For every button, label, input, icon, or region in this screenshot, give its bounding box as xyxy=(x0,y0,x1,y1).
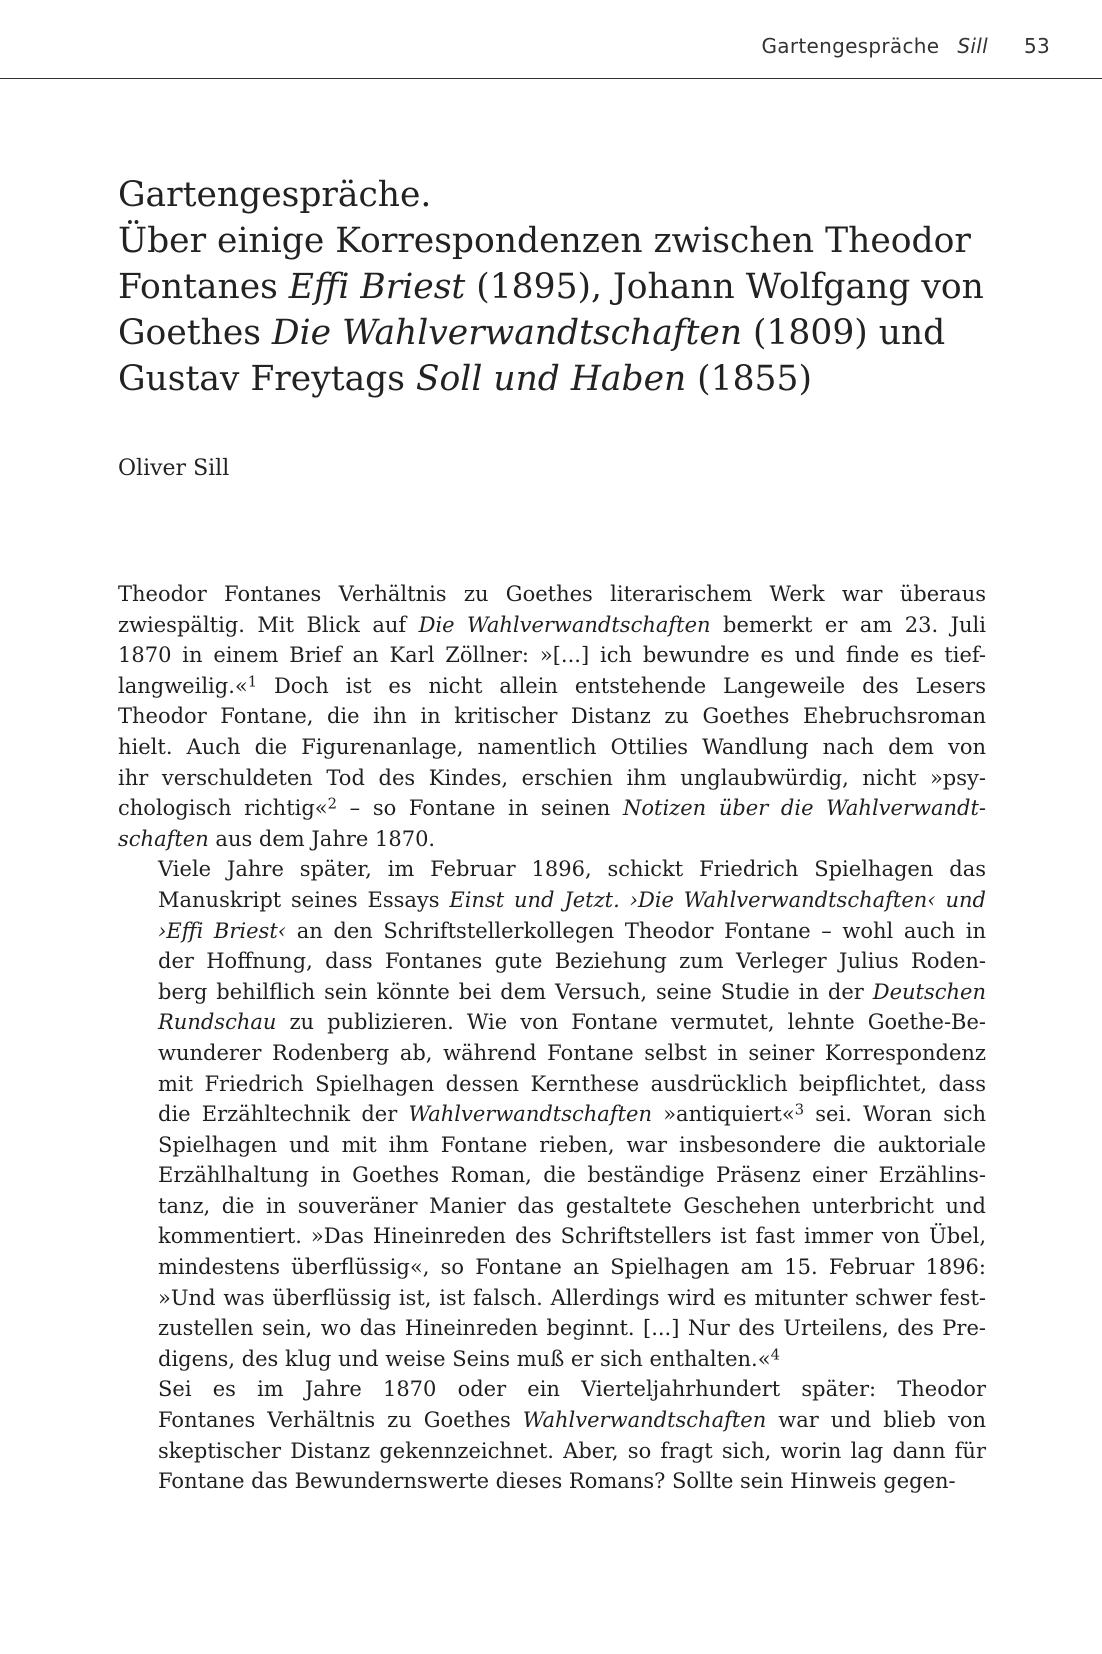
italic-title: schaften xyxy=(118,826,209,851)
text-line xyxy=(118,1405,986,1436)
paragraph-1 xyxy=(118,579,986,854)
text-segment: chologisch richtig« xyxy=(118,796,328,821)
italic-title: Die Wahlverwandtschaften xyxy=(418,612,711,637)
text-line xyxy=(118,793,986,824)
text-segment: bemerkt er am 23. Juli xyxy=(710,612,986,637)
text-line xyxy=(118,671,986,702)
text-line: ihr verschuldeten Tod des Kindes, erschien ihm unglaubwürdig, nicht »psy- xyxy=(118,765,986,790)
text-segment: »antiquiert« xyxy=(651,1102,795,1127)
text-segment: an den Schriftstellerkollegen Theodor Fontane – wohl auch in xyxy=(286,918,986,943)
text-line: Sei es im Jahre 1870 oder ein Vierteljahrhundert später: Theodor xyxy=(158,1377,986,1402)
text-line: Erzählhaltung in Goethes Roman, die beständige Präsenz einer Erzählins- xyxy=(158,1163,986,1188)
italic-title: ›Effi Briest‹ xyxy=(158,918,287,943)
text-line: kommentiert. »Das Hineinreden des Schriftstellers ist fast immer von Übel, xyxy=(158,1224,986,1249)
footnote-ref: 1 xyxy=(247,673,258,691)
text-line: mindestens überflüssig«, so Fontane an Spielhagen am 15. Februar 1896: xyxy=(158,1255,986,1280)
running-head xyxy=(761,34,1050,58)
text-line: der Hoffnung, dass Fontanes gute Beziehung zum Verleger Julius Roden- xyxy=(158,949,986,974)
text-segment: zwiespältig. Mit Blick auf xyxy=(118,612,419,637)
header-rule xyxy=(0,78,1102,79)
text-line xyxy=(118,977,986,1008)
text-line: hielt. Auch die Figurenanlage, namentlich Ottilies Wandlung nach dem von xyxy=(118,734,986,759)
title-line: Gustav Freytags Soll und Haben (1855) xyxy=(118,359,812,399)
italic-title: Notizen über die Wahlverwandt- xyxy=(622,796,986,821)
text-line xyxy=(118,1344,986,1375)
text-line: zustellen sein, wo das Hineinreden beginnt. [...] Nur des Urteilens, des Pre- xyxy=(158,1316,986,1341)
text-segment: sei. Woran sich xyxy=(804,1102,986,1127)
italic-title: Wahlverwandtschaften xyxy=(408,1102,652,1127)
text-segment: war und blieb von xyxy=(766,1408,986,1433)
running-head-author: Sill xyxy=(957,34,988,58)
text-line: skeptischer Distanz gekennzeichnet. Aber, so fragt sich, worin lag dann für xyxy=(158,1438,986,1463)
title-line: Goethes Die Wahlverwandtschaften (1809) und xyxy=(118,313,946,353)
text-line xyxy=(118,1099,986,1130)
text-segment: Doch ist es nicht allein entstehende Langeweile des Lesers xyxy=(257,673,986,698)
footnote-ref: 2 xyxy=(327,795,338,813)
italic-title: Rundschau xyxy=(158,1010,277,1035)
title-line: Fontanes Effi Briest (1895), Johann Wolfgang von xyxy=(118,267,984,307)
text-line: Theodor Fontane, die ihn in kritischer Distanz zu Goethes Ehebruchsroman xyxy=(118,704,986,729)
text-segment: langweilig.« xyxy=(118,673,248,698)
text-line: 1870 in einem Brief an Karl Zöllner: »[...] ich bewundre es und finde es tief- xyxy=(118,643,986,668)
text-line xyxy=(118,824,986,855)
text-line: mit Friedrich Spielhagen dessen Kernthese ausdrücklich beipflichtet, dass xyxy=(158,1071,986,1096)
text-line: Theodor Fontanes Verhältnis zu Goethes literarischem Werk war überaus xyxy=(118,582,986,606)
paragraph-3 xyxy=(118,1374,986,1496)
italic-title: Deutschen xyxy=(872,979,986,1004)
text-segment: aus dem Jahre 1870. xyxy=(208,826,436,851)
article-title xyxy=(118,172,1018,402)
running-head-title: Gartengespräche xyxy=(761,34,940,58)
text-line xyxy=(118,916,986,947)
text-line: Fontane das Bewundernswerte dieses Romans? Sollte sein Hinweis gegen- xyxy=(158,1469,956,1494)
text-segment: Manuskript seines Essays xyxy=(158,887,450,912)
text-line xyxy=(118,610,986,641)
title-line: Über einige Korrespondenzen zwischen Theodor xyxy=(118,221,971,261)
text-line xyxy=(118,1007,986,1038)
footnote-ref: 4 xyxy=(770,1346,780,1364)
footnote-ref: 3 xyxy=(794,1101,805,1119)
text-line: »Und was überflüssig ist, ist falsch. Allerdings wird es mitunter schwer fest- xyxy=(158,1285,986,1310)
text-segment: digens, des klug und weise Seins muß er sich enthalten.« xyxy=(158,1346,771,1371)
text-line: wunderer Rodenberg ab, während Fontane selbst in seiner Korrespondenz xyxy=(158,1040,986,1065)
body-text xyxy=(118,579,986,1497)
text-segment: Fontanes Verhältnis zu Goethes xyxy=(158,1408,523,1433)
text-segment: zu publizieren. Wie von Fontane vermutet, lehnte Goethe-Be- xyxy=(276,1010,986,1035)
text-line: Spielhagen und mit ihm Fontane rieben, war insbesondere die auktoriale xyxy=(158,1132,986,1157)
italic-title: Wahlverwandtschaften xyxy=(522,1408,767,1433)
author-name: Oliver Sill xyxy=(118,456,230,481)
title-line: Gartengespräche. xyxy=(118,175,432,215)
text-line: tanz, die in souveräner Manier das gestaltete Geschehen unterbricht und xyxy=(158,1193,986,1218)
paragraph-2 xyxy=(118,854,986,1374)
italic-title: Einst und Jetzt. ›Die Wahlverwandtschaften‹ und xyxy=(449,887,986,912)
text-line xyxy=(118,885,986,916)
page-number: 53 xyxy=(1023,34,1050,58)
text-segment: die Erzähltechnik der xyxy=(158,1102,409,1127)
text-line: Viele Jahre später, im Februar 1896, schickt Friedrich Spielhagen das xyxy=(158,857,986,882)
text-segment: berg behilflich sein könnte bei dem Versuch, seine Studie in der xyxy=(158,979,873,1004)
text-segment: – so Fontane in seinen xyxy=(337,796,623,821)
